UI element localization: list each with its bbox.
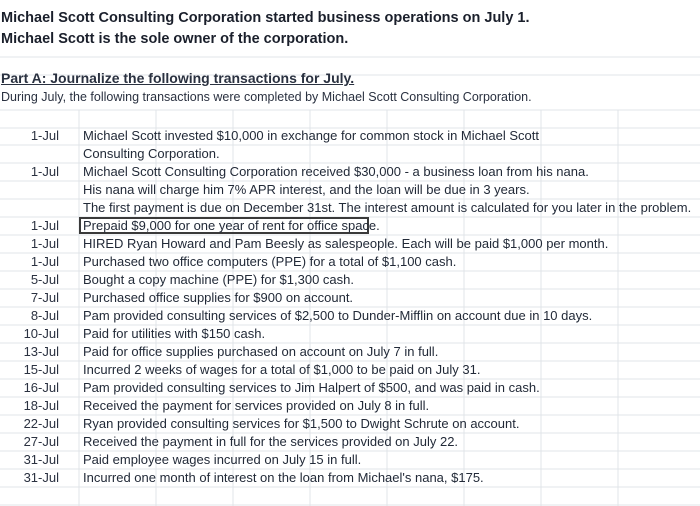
transaction-row[interactable] — [0, 415, 700, 433]
transaction-row[interactable] — [0, 343, 700, 361]
transaction-row[interactable] — [0, 253, 700, 271]
transaction-description: The first payment is due on December 31st. The interest amount is calculated for you later in the problem. — [83, 200, 692, 215]
transaction-row[interactable] — [0, 451, 700, 469]
transaction-date: 1-Jul — [30, 218, 59, 233]
transaction-description: Incurred one month of interest on the loan from Michael's nana, $175. — [83, 470, 484, 485]
transaction-date: 13-Jul — [23, 344, 59, 359]
transaction-date: 15-Jul — [23, 362, 59, 377]
transaction-row-continuation[interactable] — [0, 145, 700, 163]
transaction-date: 5-Jul — [30, 272, 59, 287]
part-a-title: Part A: Journalize the following transactions for July. — [1, 70, 355, 86]
transaction-date: 1-Jul — [30, 254, 59, 269]
transaction-description: Michael Scott Consulting Corporation received $30,000 - a business loan from his nana. — [83, 164, 589, 179]
header-line-2: Michael Scott is the sole owner of the corporation. — [1, 31, 349, 47]
transaction-date: 1-Jul — [30, 164, 59, 179]
transaction-date: 27-Jul — [23, 434, 59, 449]
transaction-row[interactable] — [0, 361, 700, 379]
transaction-description: Pam provided consulting services to Jim Halpert of $500, and was paid in cash. — [83, 380, 540, 395]
transaction-description: Consulting Corporation. — [83, 146, 220, 161]
transaction-row[interactable] — [0, 271, 700, 289]
transaction-row-continuation[interactable] — [0, 199, 700, 217]
transaction-date: 1-Jul — [30, 236, 59, 251]
transaction-date: 8-Jul — [30, 308, 59, 323]
transaction-description: Purchased two office computers (PPE) for a total of $1,100 cash. — [83, 254, 457, 269]
transaction-date: 31-Jul — [23, 452, 59, 467]
transaction-description: Incurred 2 weeks of wages for a total of $1,000 to be paid on July 31. — [83, 362, 481, 377]
transaction-date: 7-Jul — [30, 290, 59, 305]
transaction-row-continuation[interactable] — [0, 181, 700, 199]
header-line-1: Michael Scott Consulting Corporation started business operations on July 1. — [1, 10, 530, 26]
transaction-row[interactable] — [0, 469, 700, 487]
transaction-description: Paid for utilities with $150 cash. — [83, 326, 266, 341]
transaction-row[interactable] — [0, 289, 700, 307]
transaction-row[interactable] — [0, 325, 700, 343]
transaction-description: Paid employee wages incurred on July 15 in full. — [83, 452, 362, 467]
transaction-description: Michael Scott invested $10,000 in exchange for common stock in Michael Scott — [83, 128, 539, 143]
transaction-description: Received the payment for services provided on July 8 in full. — [83, 398, 430, 413]
part-a-intro: During July, the following transactions were completed by Michael Scott Consulting Corporation. — [1, 90, 532, 104]
transaction-date: 10-Jul — [23, 326, 59, 341]
transaction-description: Received the payment in full for the services provided on July 22. — [83, 434, 459, 449]
transaction-description: Bought a copy machine (PPE) for $1,300 cash. — [83, 272, 354, 287]
transaction-row[interactable] — [0, 127, 700, 145]
transaction-date: 1-Jul — [30, 128, 59, 143]
transaction-description: Pam provided consulting services of $2,500 to Dunder-Mifflin on account due in 10 days. — [83, 308, 593, 323]
transaction-description: HIRED Ryan Howard and Pam Beesly as salespeople. Each will be paid $1,000 per month. — [83, 236, 609, 251]
transaction-description[interactable]: Prepaid $9,000 for one year of rent for office space. — [83, 218, 380, 233]
transaction-date: 18-Jul — [23, 398, 59, 413]
transaction-date: 31-Jul — [23, 470, 59, 485]
transaction-row[interactable] — [0, 379, 700, 397]
transaction-row[interactable] — [0, 433, 700, 451]
transaction-date: 16-Jul — [23, 380, 59, 395]
transaction-row[interactable] — [0, 217, 700, 235]
transaction-date: 22-Jul — [23, 416, 59, 431]
transaction-row[interactable] — [0, 163, 700, 181]
transaction-description: Paid for office supplies purchased on account on July 7 in full. — [83, 344, 439, 359]
transaction-row[interactable] — [0, 397, 700, 415]
transaction-description: Purchased office supplies for $900 on account. — [83, 290, 354, 305]
transaction-description: His nana will charge him 7% APR interest, and the loan will be due in 3 years. — [83, 182, 530, 197]
transaction-row[interactable] — [0, 307, 700, 325]
transaction-row[interactable] — [0, 235, 700, 253]
transaction-description: Ryan provided consulting services for $1,500 to Dwight Schrute on account. — [83, 416, 520, 431]
